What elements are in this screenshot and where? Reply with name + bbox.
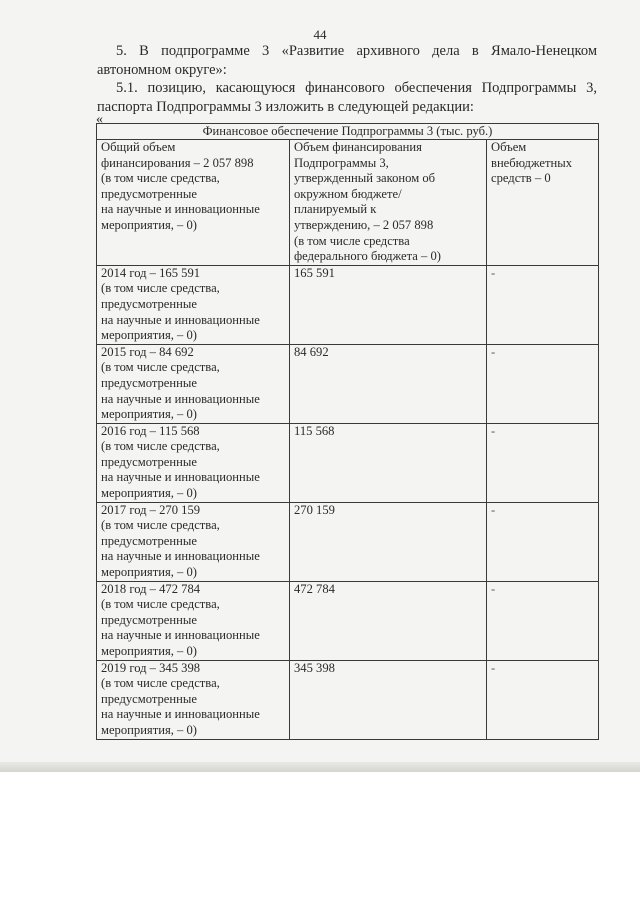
budget-amount-cell: 115 568 — [290, 423, 487, 502]
header-budget-financing: Объем финансирования Подпрограммы 3, утвержденный законом об окружном бюджете/ планируемый к утверждению, – 2 057 898 (в том числе средства федерального бюджета – 0) — [290, 140, 487, 266]
budget-amount-cell: 270 159 — [290, 502, 487, 581]
paragraph-2-text: 5.1. позицию, касающуюся финансового обеспечения Подпрограммы 3, паспорта Подпрограммы 3 изложить в следующей редакции: — [97, 80, 597, 115]
table-row — [97, 265, 599, 344]
budget-amount-cell: 165 591 — [290, 265, 487, 344]
table-title: Финансовое обеспечение Подпрограммы 3 (тыс. руб.) — [97, 124, 599, 140]
header-extrabudgetary: Объем внебюджетных средств – 0 — [487, 140, 599, 266]
extrabudgetary-cell: - — [487, 502, 599, 581]
page-bottom-edge — [0, 762, 640, 772]
financing-table — [96, 123, 599, 740]
budget-amount-cell: 472 784 — [290, 581, 487, 660]
header-total-financing: Общий объем финансирования – 2 057 898 (в том числе средства, предусмотренные на научные и инновационные мероприятия, – 0) — [97, 140, 290, 266]
year-total-cell: 2015 год – 84 692 (в том числе средства, предусмотренные на научные и инновационные мероприятия, – 0) — [97, 344, 290, 423]
page-number: 44 — [313, 27, 327, 42]
budget-amount-cell: 345 398 — [290, 660, 487, 739]
table-title-row — [97, 124, 599, 140]
year-total-cell: 2017 год – 270 159 (в том числе средства, предусмотренные на научные и инновационные мероприятия, – 0) — [97, 502, 290, 581]
table-header-row — [97, 140, 599, 266]
budget-amount-cell: 84 692 — [290, 344, 487, 423]
year-total-cell: 2014 год – 165 591 (в том числе средства, предусмотренные на научные и инновационные мероприятия, – 0) — [97, 265, 290, 344]
extrabudgetary-cell: - — [487, 581, 599, 660]
extrabudgetary-cell: - — [487, 423, 599, 502]
table-row — [97, 502, 599, 581]
paragraph-subprogram-3 — [97, 42, 597, 80]
year-total-cell: 2016 год – 115 568 (в том числе средства, предусмотренные на научные и инновационные мероприятия, – 0) — [97, 423, 290, 502]
table-row — [97, 660, 599, 739]
paragraph-1-text: 5. В подпрограмме 3 «Развитие архивного дела в Ямало-Ненецком автономном округе»: — [97, 43, 597, 78]
year-total-cell: 2018 год – 472 784 (в том числе средства, предусмотренные на научные и инновационные мероприятия, – 0) — [97, 581, 290, 660]
extrabudgetary-cell: - — [487, 265, 599, 344]
paragraph-financing-position — [97, 79, 597, 117]
table-row — [97, 344, 599, 423]
table-row — [97, 423, 599, 502]
year-total-cell: 2019 год – 345 398 (в том числе средства, предусмотренные на научные и инновационные мероприятия, – 0) — [97, 660, 290, 739]
extrabudgetary-cell: - — [487, 660, 599, 739]
table-row — [97, 581, 599, 660]
opening-quote-mark: « — [96, 112, 103, 127]
extrabudgetary-cell: - — [487, 344, 599, 423]
